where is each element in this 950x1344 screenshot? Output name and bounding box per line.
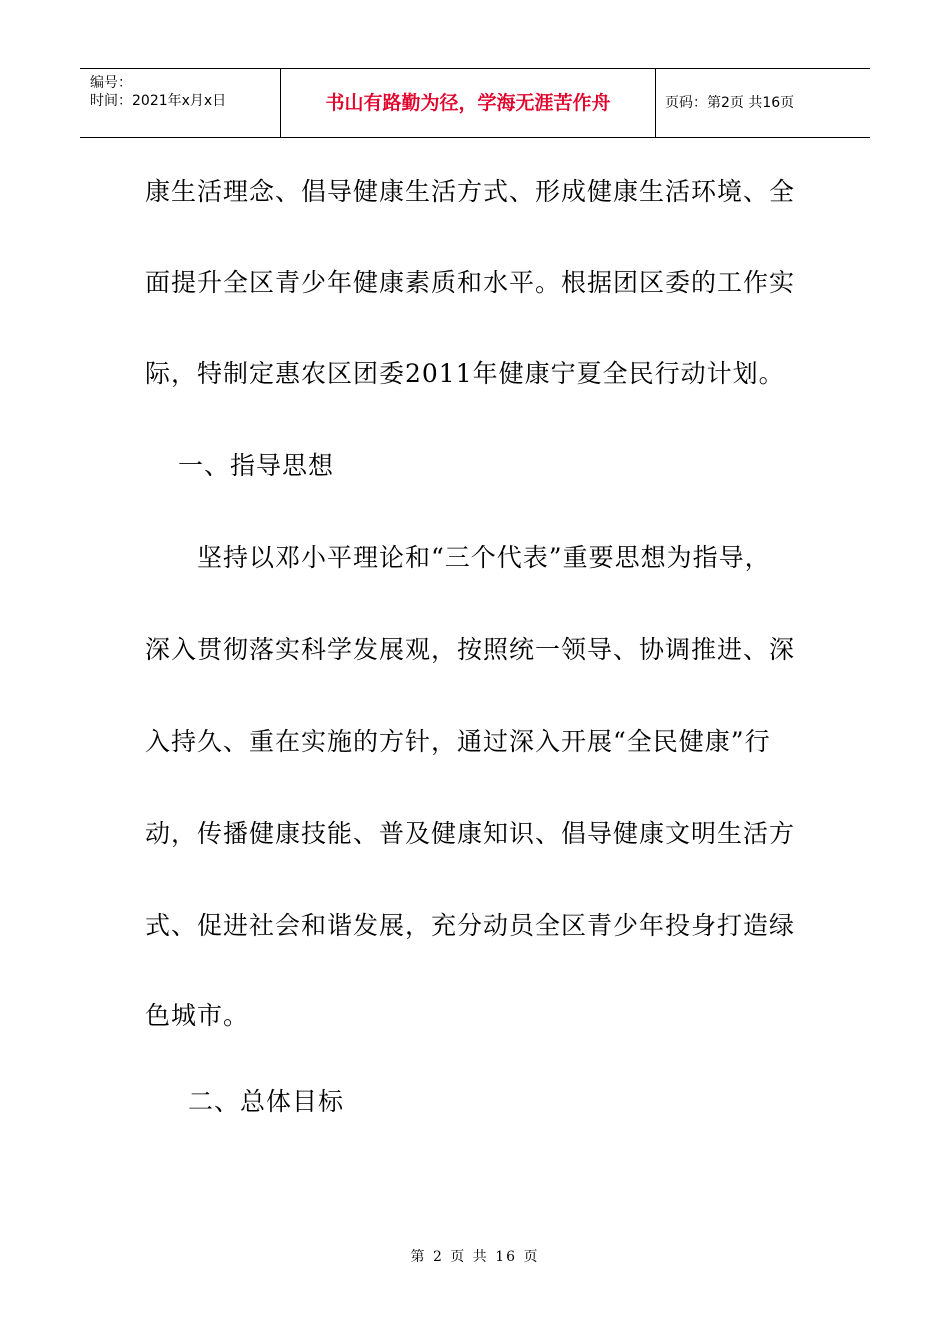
- paragraph-line: 坚持以邓小平理论和“三个代表”重要思想为指导，: [197, 543, 771, 572]
- document-date-label: 时间：2021年x月x日: [90, 93, 227, 109]
- document-number-label: 编号：: [90, 75, 132, 91]
- paragraph-line: 动，传播健康技能、普及健康知识、倡导健康文明生活方: [145, 819, 796, 848]
- section-heading-overall-goal: 二、总体目标: [188, 1087, 345, 1116]
- page-footer: 第 2 页 共 16 页: [410, 1249, 540, 1265]
- header-page-info: 页码：第2页 共16页: [665, 95, 795, 111]
- paragraph-line: 式、促进社会和谐发展，充分动员全区青少年投身打造绿: [145, 911, 796, 940]
- paragraph-line: 际，特制定惠农区团委2011年健康宁夏全民行动计划。: [145, 359, 785, 388]
- paragraph-line: 深入贯彻落实科学发展观，按照统一领导、协调推进、深: [145, 635, 796, 664]
- paragraph-line: 康生活理念、倡导健康生活方式、形成健康生活环境、全: [145, 177, 796, 206]
- header-meta: [80, 69, 280, 137]
- page-header: [80, 68, 870, 138]
- paragraph-line: 色城市。: [145, 1001, 250, 1030]
- header-motto: 书山有路勤为径，学海无涯苦作舟: [280, 69, 656, 137]
- section-heading-guiding-thought: 一、指导思想: [178, 451, 335, 480]
- paragraph-line: 面提升全区青少年健康素质和水平。根据团区委的工作实: [145, 268, 796, 297]
- paragraph-line: 入持久、重在实施的方针，通过深入开展“全民健康”行: [145, 727, 771, 756]
